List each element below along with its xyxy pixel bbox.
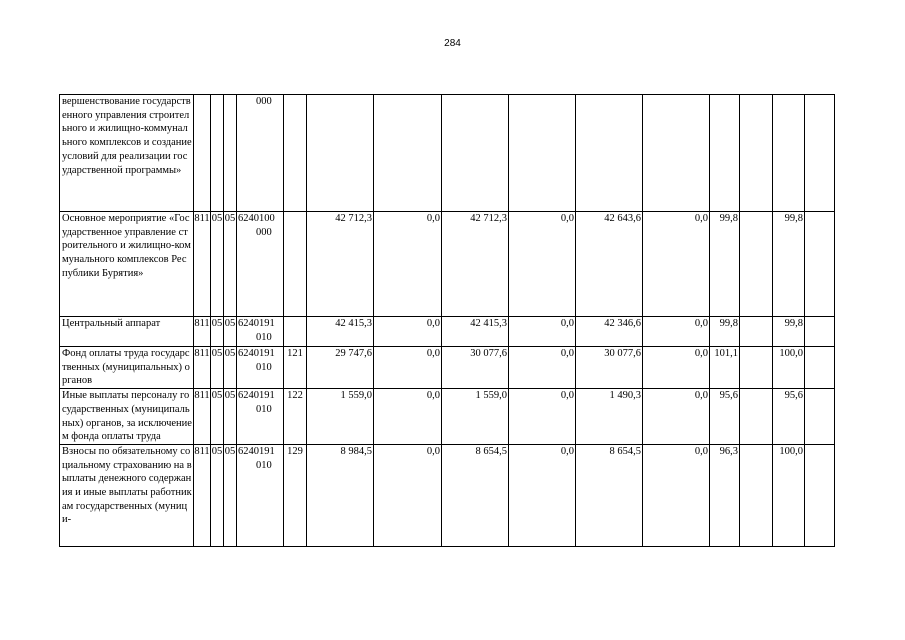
cell-csr-line2: 000 bbox=[256, 226, 272, 238]
cell-pr: 05 bbox=[224, 389, 237, 445]
cell-col6: 0,0 bbox=[643, 317, 710, 347]
cell-col1: 8 984,5 bbox=[307, 444, 374, 546]
cell-rz bbox=[211, 95, 224, 212]
cell-csr bbox=[237, 212, 284, 317]
cell-col3: 8 654,5 bbox=[442, 444, 509, 546]
table-row bbox=[60, 347, 835, 389]
table-row bbox=[60, 444, 835, 546]
cell-ved: 811 bbox=[194, 347, 211, 389]
cell-csr bbox=[237, 389, 284, 445]
cell-col10 bbox=[805, 444, 835, 546]
cell-col2: 0,0 bbox=[374, 347, 442, 389]
row-name: Фонд оплаты труда государственных (муниципальных) органов bbox=[60, 347, 194, 389]
cell-col2: 0,0 bbox=[374, 444, 442, 546]
cell-rz: 05 bbox=[211, 317, 224, 347]
cell-col1: 42 712,3 bbox=[307, 212, 374, 317]
cell-col7 bbox=[710, 95, 740, 212]
cell-pr: 05 bbox=[224, 212, 237, 317]
cell-col3 bbox=[442, 95, 509, 212]
cell-csr bbox=[237, 95, 284, 212]
cell-vr bbox=[284, 95, 307, 212]
cell-col1: 42 415,3 bbox=[307, 317, 374, 347]
cell-col4: 0,0 bbox=[509, 212, 576, 317]
cell-pr: 05 bbox=[224, 347, 237, 389]
cell-pr: 05 bbox=[224, 317, 237, 347]
cell-csr-line1: 6240100 bbox=[238, 213, 275, 224]
cell-col6 bbox=[643, 95, 710, 212]
cell-col8 bbox=[740, 317, 773, 347]
cell-pr: 05 bbox=[224, 444, 237, 546]
cell-col7: 99,8 bbox=[710, 317, 740, 347]
cell-col9: 95,6 bbox=[773, 389, 805, 445]
cell-csr-line2: 000 bbox=[256, 96, 272, 107]
cell-col5: 8 654,5 bbox=[576, 444, 643, 546]
cell-col2: 0,0 bbox=[374, 317, 442, 347]
cell-col10 bbox=[805, 212, 835, 317]
cell-col5: 42 643,6 bbox=[576, 212, 643, 317]
cell-ved: 811 bbox=[194, 212, 211, 317]
cell-col8 bbox=[740, 95, 773, 212]
cell-col6: 0,0 bbox=[643, 444, 710, 546]
cell-col4: 0,0 bbox=[509, 317, 576, 347]
table-body bbox=[60, 95, 835, 547]
cell-rz: 05 bbox=[211, 389, 224, 445]
cell-csr-line1: 6240191 bbox=[238, 348, 275, 359]
cell-col1: 29 747,6 bbox=[307, 347, 374, 389]
cell-col4: 0,0 bbox=[509, 389, 576, 445]
cell-col10 bbox=[805, 389, 835, 445]
cell-col10 bbox=[805, 347, 835, 389]
cell-col8 bbox=[740, 444, 773, 546]
row-name: Центральный аппарат bbox=[60, 317, 194, 347]
cell-csr-line2: 010 bbox=[256, 403, 272, 415]
cell-col8 bbox=[740, 347, 773, 389]
cell-ved: 811 bbox=[194, 389, 211, 445]
cell-col3: 42 712,3 bbox=[442, 212, 509, 317]
cell-col7: 96,3 bbox=[710, 444, 740, 546]
cell-col6: 0,0 bbox=[643, 347, 710, 389]
cell-col6: 0,0 bbox=[643, 389, 710, 445]
cell-col4: 0,0 bbox=[509, 444, 576, 546]
budget-table bbox=[59, 94, 835, 547]
cell-col2 bbox=[374, 95, 442, 212]
cell-col5 bbox=[576, 95, 643, 212]
cell-col4: 0,0 bbox=[509, 347, 576, 389]
cell-csr-line2: 010 bbox=[256, 459, 272, 471]
row-name: Иные выплаты персоналу государственных (муниципальных) органов, за исключением фонда оплаты труда bbox=[60, 389, 194, 445]
cell-col7: 95,6 bbox=[710, 389, 740, 445]
table-row bbox=[60, 95, 835, 212]
cell-csr-line2: 010 bbox=[256, 331, 272, 343]
table-row bbox=[60, 317, 835, 347]
cell-col3: 42 415,3 bbox=[442, 317, 509, 347]
cell-col8 bbox=[740, 212, 773, 317]
cell-col7: 99,8 bbox=[710, 212, 740, 317]
cell-col4 bbox=[509, 95, 576, 212]
cell-col2: 0,0 bbox=[374, 389, 442, 445]
cell-col3: 30 077,6 bbox=[442, 347, 509, 389]
cell-col5: 1 490,3 bbox=[576, 389, 643, 445]
cell-col9 bbox=[773, 95, 805, 212]
cell-col1: 1 559,0 bbox=[307, 389, 374, 445]
cell-col9: 99,8 bbox=[773, 317, 805, 347]
cell-col8 bbox=[740, 389, 773, 445]
cell-col3: 1 559,0 bbox=[442, 389, 509, 445]
cell-col9: 100,0 bbox=[773, 444, 805, 546]
cell-col5: 30 077,6 bbox=[576, 347, 643, 389]
page-number: 284 bbox=[444, 38, 461, 49]
table-row bbox=[60, 389, 835, 445]
cell-col10 bbox=[805, 95, 835, 212]
cell-ved bbox=[194, 95, 211, 212]
cell-csr bbox=[237, 347, 284, 389]
cell-col9: 100,0 bbox=[773, 347, 805, 389]
row-name: вершенствование государственного управления строительного и жилищно-коммунального комплексов и создание условий для реализации государственной программы» bbox=[60, 95, 194, 212]
cell-rz: 05 bbox=[211, 444, 224, 546]
cell-csr-line2: 010 bbox=[256, 361, 272, 373]
cell-vr: 122 bbox=[284, 389, 307, 445]
cell-vr bbox=[284, 212, 307, 317]
cell-vr: 121 bbox=[284, 347, 307, 389]
cell-pr bbox=[224, 95, 237, 212]
cell-csr-line1: 6240191 bbox=[238, 445, 275, 457]
cell-ved: 811 bbox=[194, 444, 211, 546]
cell-col1 bbox=[307, 95, 374, 212]
cell-col9: 99,8 bbox=[773, 212, 805, 317]
cell-rz: 05 bbox=[211, 347, 224, 389]
cell-col2: 0,0 bbox=[374, 212, 442, 317]
row-name: Основное мероприятие «Государственное управление строительного и жилищно-коммунального комплексов Республики Бурятия» bbox=[60, 212, 194, 317]
cell-ved: 811 bbox=[194, 317, 211, 347]
cell-vr: 129 bbox=[284, 444, 307, 546]
cell-csr bbox=[237, 317, 284, 347]
cell-csr-line1: 6240191 bbox=[238, 318, 275, 329]
cell-col5: 42 346,6 bbox=[576, 317, 643, 347]
cell-col10 bbox=[805, 317, 835, 347]
cell-rz: 05 bbox=[211, 212, 224, 317]
cell-csr-line1: 6240191 bbox=[238, 390, 275, 402]
table-row bbox=[60, 212, 835, 317]
row-name: Взносы по обязательному социальному страхованию на выплаты денежного содержания и иные выплаты работникам государственных (муници- bbox=[60, 444, 194, 546]
cell-csr bbox=[237, 444, 284, 546]
cell-col6: 0,0 bbox=[643, 212, 710, 317]
cell-vr bbox=[284, 317, 307, 347]
cell-col7: 101,1 bbox=[710, 347, 740, 389]
